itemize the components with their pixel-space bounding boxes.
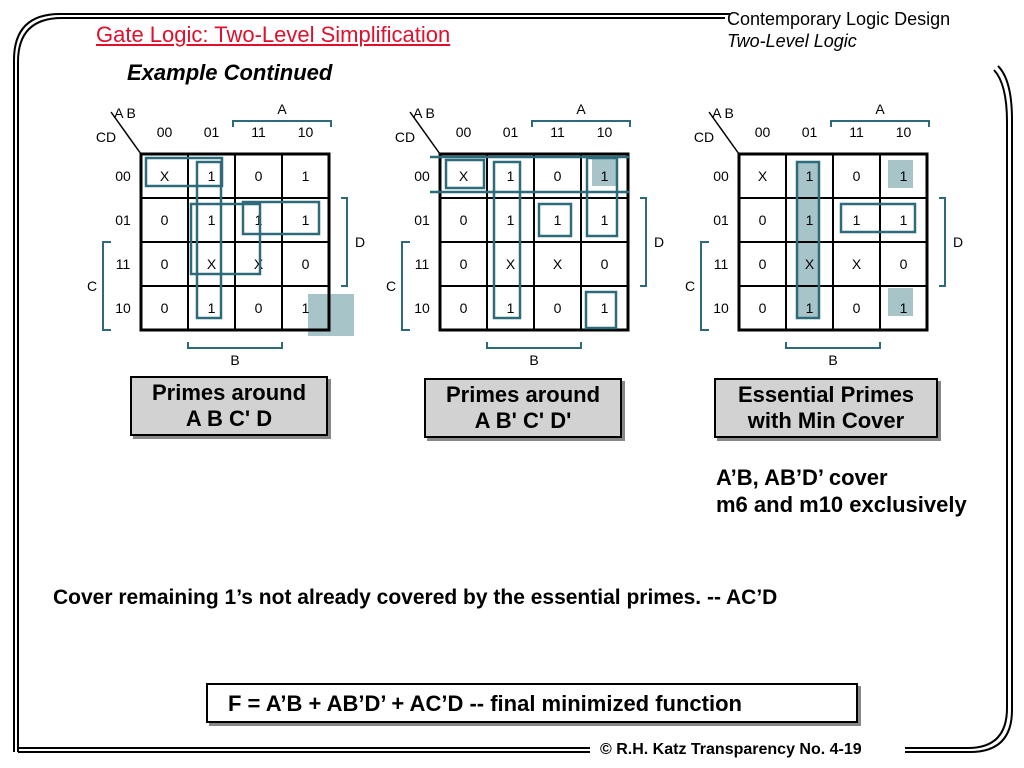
- loop-2b: [494, 162, 520, 318]
- bracket-c: [402, 242, 410, 330]
- kmap-cell: 1: [805, 212, 814, 228]
- bracket-d: [341, 198, 347, 286]
- kmap-row-header: 01: [115, 212, 131, 228]
- bracket-a: [532, 121, 630, 127]
- essential-note-line2: m6 and m10 exclusively: [716, 492, 967, 517]
- label-b: B: [529, 352, 539, 368]
- slide-subtitle: Example Continued: [127, 60, 333, 85]
- kmap-cell: 1: [301, 212, 310, 228]
- kmap-cell: 1: [805, 168, 814, 184]
- kmap-cell: X: [253, 256, 264, 272]
- essential-note-line1: A’B, AB’D’ cover: [716, 465, 888, 490]
- kmap-cell: 1: [506, 300, 515, 316]
- kmap-row-header: 10: [115, 300, 131, 316]
- kmap-cell: 0: [553, 300, 562, 316]
- course-header: [727, 8, 950, 52]
- label-a: A: [277, 101, 287, 117]
- bracket-a: [233, 121, 331, 127]
- kmap-cell: 0: [254, 168, 263, 184]
- caption-2-line2: A B' C' D': [474, 408, 572, 433]
- kmap-cell: 0: [160, 300, 169, 316]
- caption-2-line1: Primes around: [445, 382, 601, 407]
- label-c: C: [684, 278, 696, 294]
- caption-1: [130, 376, 328, 436]
- kmap-2-labels: [386, 101, 664, 368]
- course-title: Contemporary Logic Design: [727, 9, 951, 29]
- kmap-1-loops: [146, 158, 319, 318]
- kmap-corner-ab: A B: [712, 105, 734, 121]
- caption-3: [714, 378, 938, 438]
- kmap-col-header: 00: [455, 124, 472, 140]
- kmap-corner-ab: A B: [114, 105, 136, 121]
- kmap-cell: 1: [899, 168, 908, 184]
- kmap-cell: X: [159, 168, 170, 184]
- kmap-corner-cd: CD: [693, 129, 715, 145]
- label-c: C: [86, 278, 98, 294]
- kmap-row-header: 10: [713, 300, 729, 316]
- kmap-row-header: 11: [414, 256, 430, 272]
- kmap-cell: 1: [207, 212, 216, 228]
- kmap-1-svg: [75, 96, 366, 368]
- kmap-row-header: 00: [713, 168, 729, 184]
- label-a: A: [576, 101, 586, 117]
- kmap-cell: 1: [506, 212, 515, 228]
- kmap-cell: X: [458, 168, 469, 184]
- label-b: B: [828, 352, 838, 368]
- kmap-cell: X: [206, 256, 217, 272]
- kmap-corner-cd: CD: [394, 129, 416, 145]
- kmap-cell: 1: [301, 168, 310, 184]
- kmap-col-header: 11: [251, 124, 266, 140]
- kmap-row-header: 01: [414, 212, 430, 228]
- bracket-c: [103, 242, 111, 330]
- kmap-2: [374, 96, 665, 368]
- bracket-d: [939, 198, 945, 286]
- bracket-b: [188, 342, 282, 348]
- kmap-cell: 1: [553, 212, 562, 228]
- kmap-cell: 0: [758, 212, 767, 228]
- kmap-cell: 0: [301, 256, 310, 272]
- kmap-cell: 1: [600, 300, 609, 316]
- kmap-cell: 1: [301, 300, 310, 316]
- kmap-cell: 0: [459, 256, 468, 272]
- slide-title: Gate Logic: Two-Level Simplification: [96, 22, 451, 47]
- kmap-3: [673, 96, 964, 368]
- kmap-2-grid: [402, 112, 646, 348]
- kmap-cell: 1: [207, 168, 216, 184]
- label-c: C: [385, 278, 397, 294]
- kmap-row-header: 01: [713, 212, 729, 228]
- kmap-1: [75, 96, 366, 368]
- kmap-cell: 1: [852, 212, 861, 228]
- kmap-row-header: 00: [115, 168, 131, 184]
- kmap-cell: 1: [805, 300, 814, 316]
- final-function-box: F = A’B + AB’D’ + AC’D -- final minimized function: [206, 683, 858, 723]
- kmap-corner-cd: CD: [95, 129, 117, 145]
- kmap-row-header: 11: [115, 256, 131, 272]
- kmap-cell: 1: [600, 212, 609, 228]
- kmap-col-header: 00: [754, 124, 771, 140]
- kmap-corner-ab: A B: [413, 105, 435, 121]
- kmap-cell: 1: [600, 168, 609, 184]
- caption-3-line1: Essential Primes: [737, 382, 915, 407]
- caption-1-line2: A B C' D: [185, 406, 273, 431]
- kmap-col-header: 11: [550, 124, 565, 140]
- caption-3-line2: with Min Cover: [747, 408, 905, 433]
- footer: © R.H. Katz Transparency No. 4-19: [600, 741, 862, 758]
- bracket-b: [786, 342, 880, 348]
- kmap-col-header: 10: [596, 124, 613, 140]
- kmap-cell: 0: [160, 256, 169, 272]
- kmap-col-header: 01: [801, 124, 818, 140]
- kmap-3-labels: [685, 101, 963, 368]
- caption-1-line1: Primes around: [151, 380, 307, 405]
- kmap-col-header: 10: [297, 124, 314, 140]
- kmap-row-header: 10: [414, 300, 430, 316]
- label-b: B: [230, 352, 240, 368]
- kmap-cell: 0: [160, 212, 169, 228]
- caption-2: [424, 378, 622, 438]
- kmap-3-svg: [673, 96, 964, 368]
- kmap-cell: X: [505, 256, 516, 272]
- essential-note: [716, 464, 967, 518]
- label-d: D: [354, 234, 366, 250]
- kmap-cell: 1: [254, 212, 263, 228]
- kmap-cell: 0: [600, 256, 609, 272]
- kmap-cell: 0: [553, 168, 562, 184]
- kmap-cell: 1: [506, 168, 515, 184]
- kmap-cell: 0: [852, 300, 861, 316]
- bracket-a: [831, 121, 929, 127]
- kmap-cell: 0: [459, 212, 468, 228]
- kmap-cell: X: [804, 256, 815, 272]
- bracket-b: [487, 342, 581, 348]
- kmap-row-header: 00: [414, 168, 430, 184]
- kmap-cell: 0: [758, 256, 767, 272]
- kmap-col-header: 10: [895, 124, 912, 140]
- kmap-col-header: 01: [502, 124, 519, 140]
- kmap-row-header: 11: [713, 256, 729, 272]
- kmap-cell: 0: [899, 256, 908, 272]
- bracket-d: [640, 198, 646, 286]
- kmap-cell: 1: [899, 300, 908, 316]
- label-d: D: [653, 234, 665, 250]
- kmap-cell: X: [757, 168, 768, 184]
- instruction-text: Cover remaining 1’s not already covered by the essential primes. -- AC’D: [53, 586, 778, 609]
- kmap-cell: 0: [852, 168, 861, 184]
- bracket-c: [701, 242, 709, 330]
- kmap-col-header: 11: [849, 124, 864, 140]
- kmap-cell: 0: [459, 300, 468, 316]
- kmap-cell: 0: [254, 300, 263, 316]
- kmap-cell: 0: [758, 300, 767, 316]
- kmap-col-header: 00: [156, 124, 173, 140]
- kmap-col-header: 01: [203, 124, 220, 140]
- kmap-cell: 1: [899, 212, 908, 228]
- label-d: D: [952, 234, 964, 250]
- kmap-cell: X: [851, 256, 862, 272]
- kmap-2-svg: [374, 96, 665, 368]
- kmap-cell: 1: [207, 300, 216, 316]
- course-topic: Two-Level Logic: [727, 31, 857, 51]
- loop-1c: [191, 204, 260, 274]
- kmap-cell: X: [552, 256, 563, 272]
- label-a: A: [875, 101, 885, 117]
